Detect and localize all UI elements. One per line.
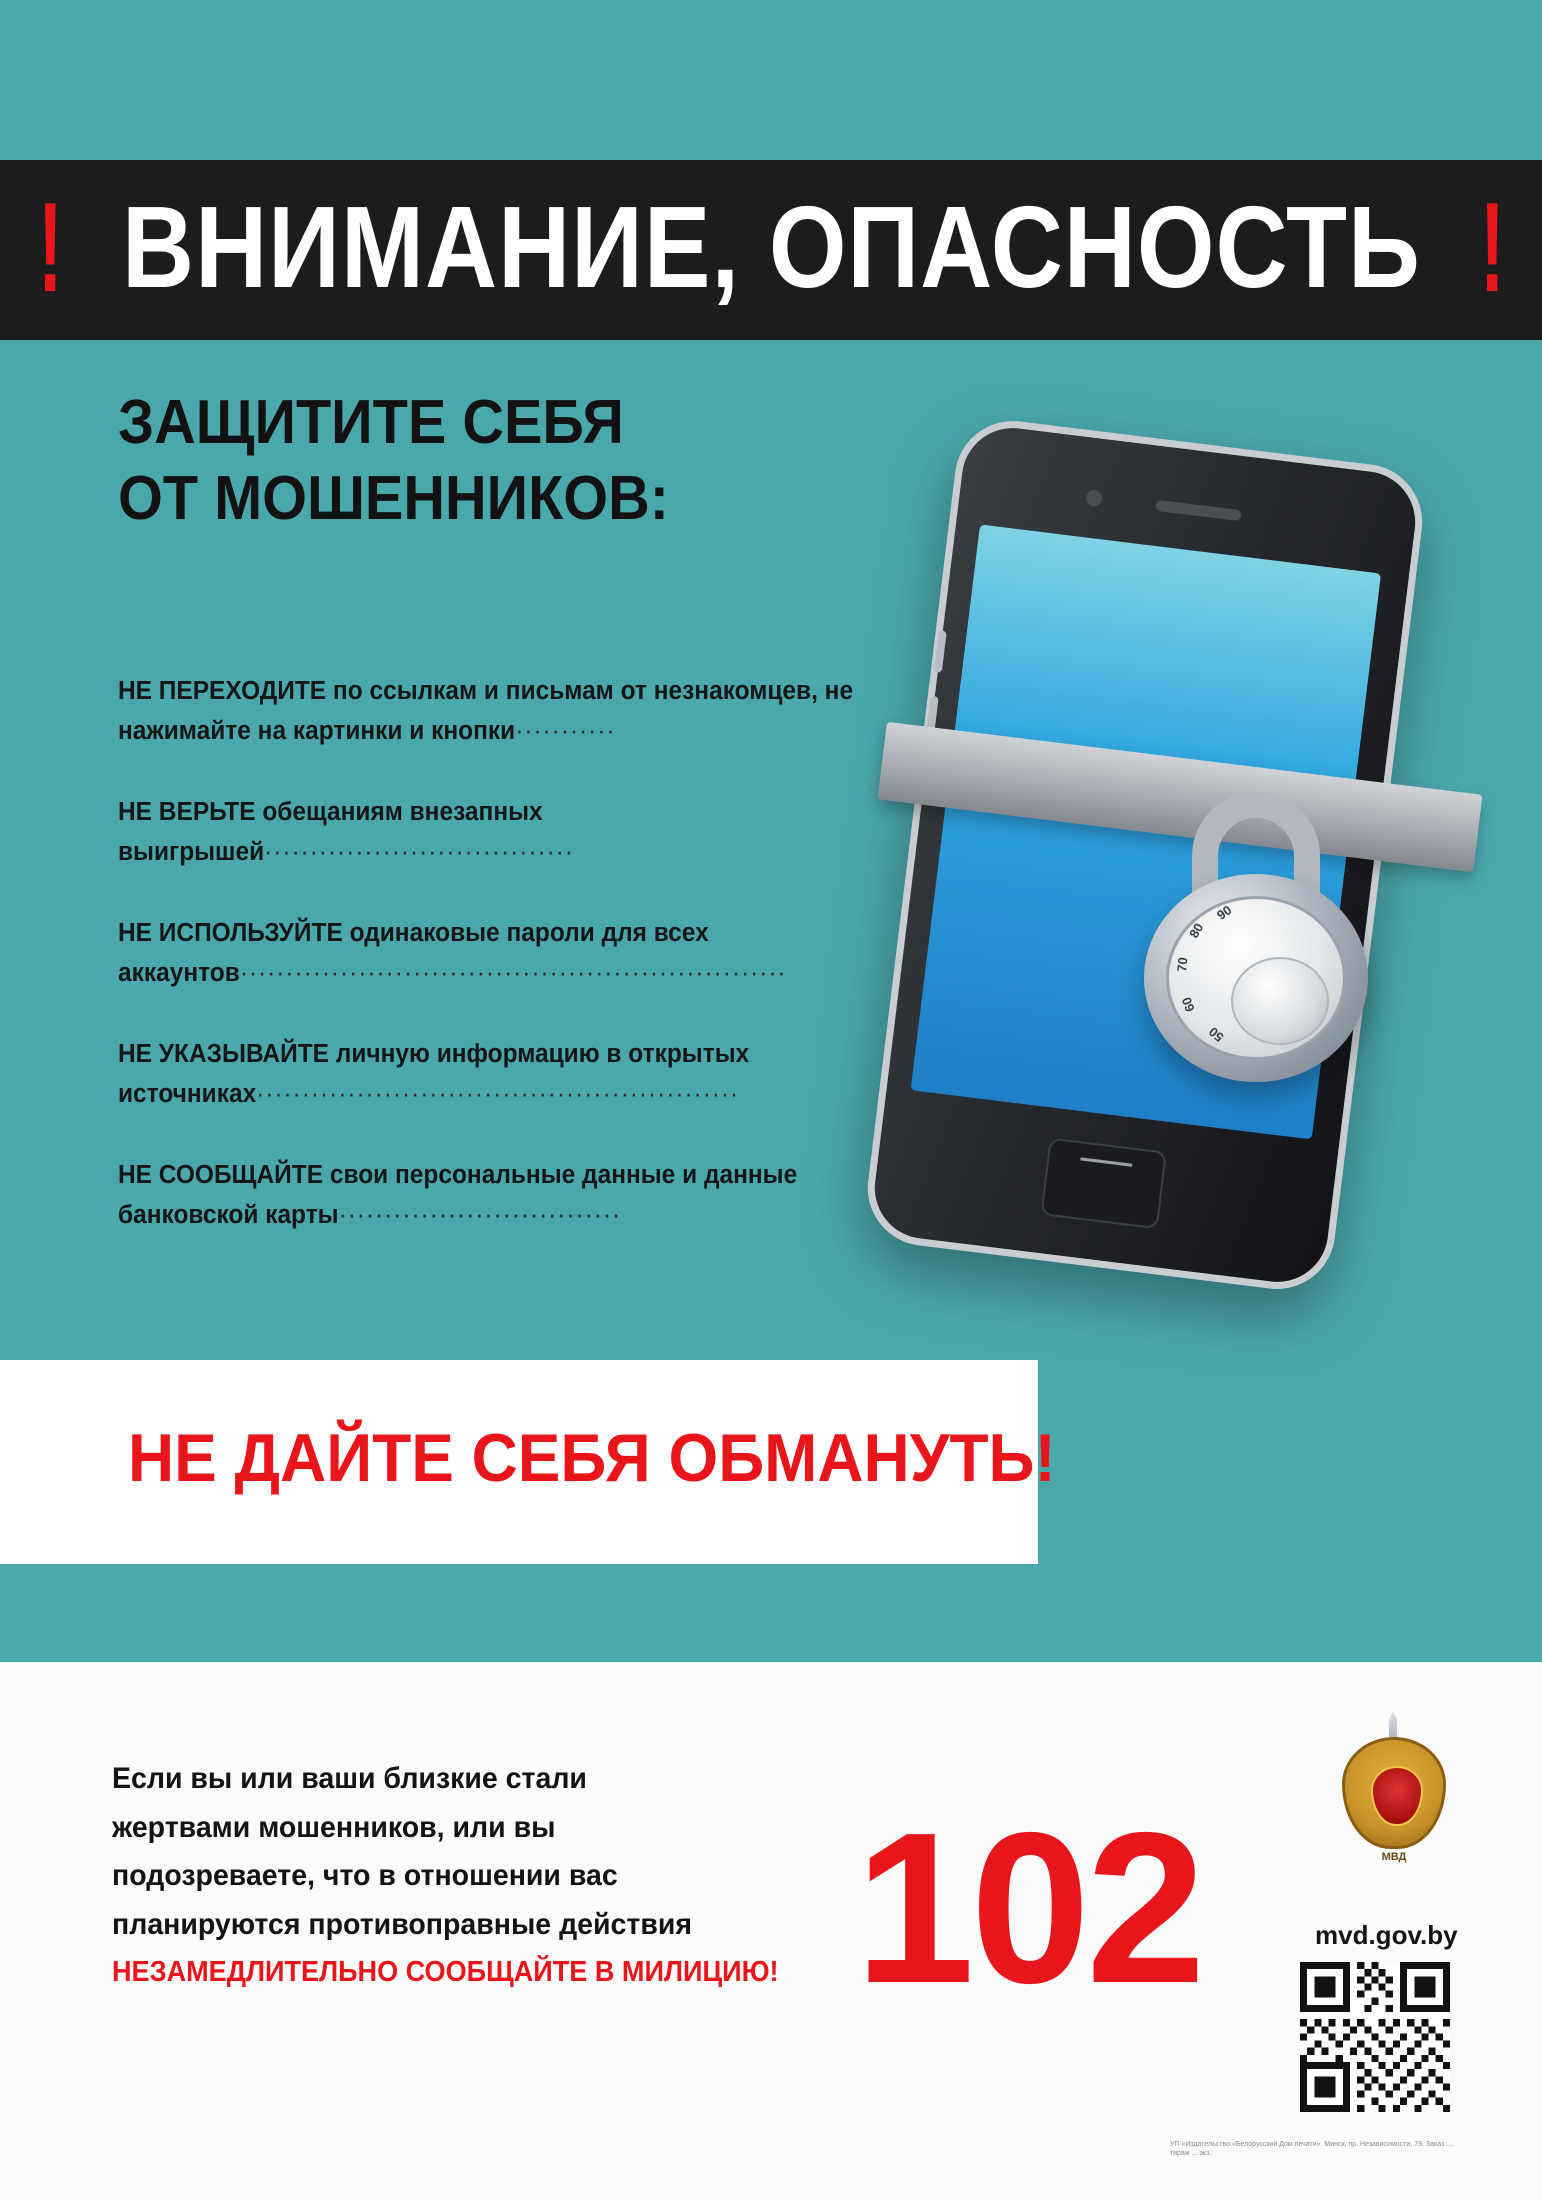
qr-code[interactable] bbox=[1300, 1962, 1450, 2112]
tip-rest: по ссылкам и письмам от незнакомцев, не нажимайте на картинки и кнопки bbox=[118, 677, 854, 745]
list-item bbox=[118, 1156, 944, 1235]
tip-rest: обещаниям внезапных выигрышей bbox=[118, 798, 543, 866]
attention-banner-text: ВНИМАНИЕ, ОПАСНОСТЬ bbox=[121, 183, 1421, 313]
emergency-phone-number: 102 bbox=[855, 1787, 1202, 2028]
dial-number: 80 bbox=[1186, 920, 1207, 941]
list-item bbox=[118, 672, 944, 751]
footer-message bbox=[112, 1755, 834, 1996]
footer-line-3: подозреваете, что в отношении вас bbox=[112, 1859, 618, 1893]
tip-lead: НЕ ИСПОЛЬЗУЙТЕ bbox=[118, 919, 343, 948]
list-item bbox=[118, 914, 944, 993]
list-item bbox=[118, 793, 944, 872]
footer-line-5-emphasis: НЕЗАМЕДЛИТЕЛЬНО СООБЩАЙТЕ В МИЛИЦИЮ! bbox=[112, 1956, 779, 1989]
page-title bbox=[118, 385, 825, 536]
attention-banner-inner bbox=[31, 176, 1510, 320]
page-title-line-1: ЗАЩИТИТЕ СЕБЯ bbox=[118, 388, 624, 457]
mvd-emblem-icon bbox=[1332, 1715, 1456, 1865]
list-item bbox=[118, 1035, 944, 1114]
tip-lead: НЕ ВЕРЬТЕ bbox=[118, 798, 256, 827]
footer-line-4: планируются противоправные действия bbox=[112, 1907, 693, 1941]
padlock-dial-center bbox=[1231, 957, 1329, 1045]
attention-banner bbox=[0, 160, 1542, 340]
tip-dots: ····················································· bbox=[256, 1079, 740, 1108]
phone-speaker bbox=[1155, 500, 1242, 521]
phone-home-button bbox=[1040, 1138, 1167, 1230]
tips-list bbox=[118, 672, 978, 1277]
fineprint: УП «Издательство «Белорусский Дом печати». Минск, пр. Независимости, 79. Заказ ..., тираж ... экз. bbox=[1170, 2141, 1454, 2158]
tip-lead: НЕ ПЕРЕХОДИТЕ bbox=[118, 677, 327, 705]
phone-camera-icon bbox=[1085, 489, 1103, 507]
tip-lead: НЕ СООБЩАЙТЕ bbox=[118, 1161, 324, 1190]
page-title-line-2: ОТ МОШЕННИКОВ: bbox=[118, 463, 669, 533]
tip-rest: свои персональные данные и данные банковской карты bbox=[118, 1161, 798, 1229]
dial-number: 90 bbox=[1214, 902, 1235, 923]
emblem-center bbox=[1371, 1766, 1423, 1826]
tip-lead: НЕ УКАЗЫВАЙТЕ bbox=[118, 1040, 329, 1069]
padlock-icon bbox=[1130, 792, 1380, 1082]
footer-line-1: Если вы или ваши близкие стали bbox=[112, 1762, 587, 1795]
exclamation-right-icon: ! bbox=[1480, 176, 1504, 320]
website-url: mvd.gov.by bbox=[1315, 1920, 1458, 1950]
tip-dots: ······························· bbox=[338, 1200, 622, 1229]
footer-line-2: жертвами мошенников, или вы bbox=[112, 1810, 556, 1844]
padlock-dial bbox=[1144, 874, 1368, 1082]
emblem-label: МВД bbox=[1381, 1851, 1407, 1863]
exclamation-left-icon: ! bbox=[38, 176, 62, 320]
top-margin bbox=[0, 0, 1542, 160]
tip-dots: ···························································· bbox=[239, 958, 787, 987]
slogan-text: НЕ ДАЙТЕ СЕБЯ ОБМАНУТЬ! bbox=[128, 1420, 1056, 1496]
qr-code-svg bbox=[1300, 1962, 1450, 2112]
dial-number: 60 bbox=[1178, 995, 1198, 1014]
dial-number: 70 bbox=[1174, 956, 1191, 973]
emblem-shield bbox=[1342, 1737, 1446, 1849]
tip-dots: ·································· bbox=[264, 837, 574, 866]
tip-rest: одинаковые пароли для всех аккаунтов bbox=[118, 919, 709, 987]
phone-volume-up-button bbox=[934, 630, 947, 673]
tip-dots: ··········· bbox=[515, 716, 616, 745]
dial-number: 50 bbox=[1205, 1024, 1227, 1045]
padlock-dial-face bbox=[1166, 896, 1346, 1060]
tip-rest: личную информацию в открытых источниках bbox=[118, 1040, 750, 1108]
